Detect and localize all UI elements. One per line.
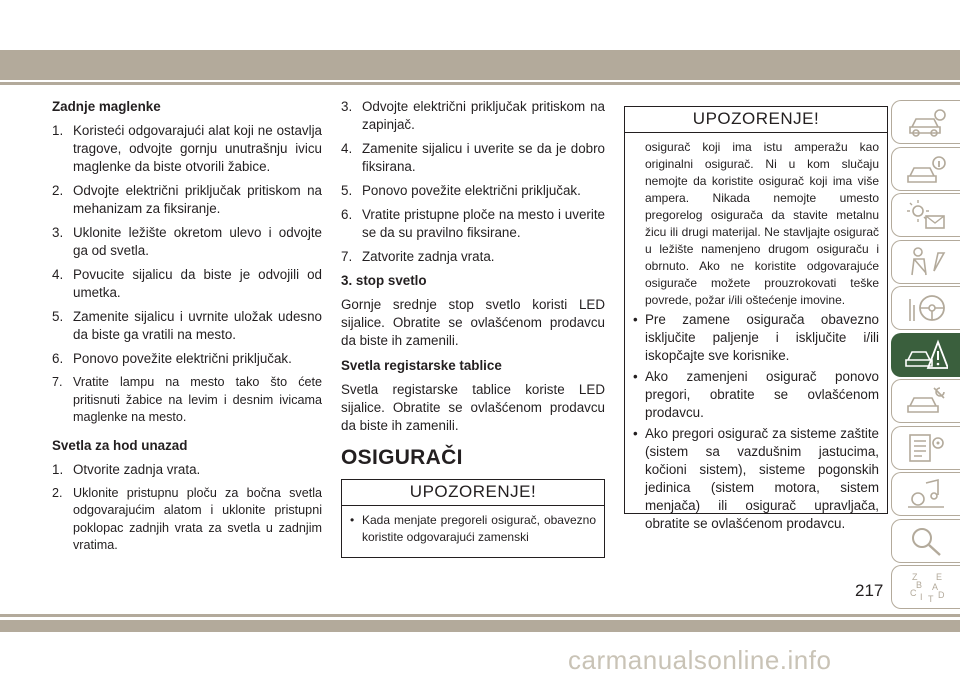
svg-text:D: D bbox=[938, 590, 945, 600]
music-nav-icon bbox=[904, 477, 948, 511]
footer-rule bbox=[0, 614, 960, 617]
svg-text:C: C bbox=[910, 588, 917, 598]
column-left bbox=[52, 98, 322, 561]
step-number: 5. bbox=[52, 309, 64, 324]
step-number: 6. bbox=[341, 207, 353, 222]
warning-box-fuses-cont bbox=[624, 106, 888, 531]
step-text: Otvorite zadnja vrata. bbox=[73, 461, 201, 477]
step-number: 7. bbox=[341, 249, 353, 264]
seatbelt-airbag-icon bbox=[904, 245, 948, 279]
step-text: Zatvorite zadnja vrata. bbox=[362, 249, 495, 264]
step-number: 1. bbox=[52, 461, 64, 477]
section-title-reverse-lights: Svetla za hod unazad bbox=[52, 437, 188, 453]
reverse-lights-steps bbox=[52, 461, 322, 555]
section-title-plate-lights: Svetla registarske tablice bbox=[341, 358, 502, 373]
step-text: Koristeći odgovarajući alat koji ne ostavlja tragove, odvojte gornju unutrašnju ivicu maglenke da biste otvorili žabice. bbox=[73, 123, 322, 174]
step-item bbox=[52, 224, 322, 260]
step-text: Odvojte električni priključak pritiskom na zapinjač. bbox=[362, 99, 605, 132]
rear-fog-steps bbox=[52, 122, 322, 427]
warning-title: UPOZORENJE! bbox=[625, 107, 887, 133]
chapter-tab-9[interactable] bbox=[891, 472, 960, 516]
chapter-title-fuses: OSIGURAČI bbox=[341, 446, 463, 469]
step-text: Povucite sijalicu da biste je odvojili od umetka. bbox=[73, 267, 322, 300]
step-text: Ponovo povežite električni priključak. bbox=[73, 351, 292, 366]
step-text: Odvojte električni priključak pritiskom na mehanizam za fiksiranje. bbox=[73, 183, 322, 216]
warning-continued-text: osigurač koji ima istu amperažu kao originalni osigurač. Ni u kom slučaju nemojte da koristite osigurač koji ima više ampera. Nikada nemojte umesto pregorelog osigurača da stavite metalnu žicu ili drugi materijal. Ne stavljajte osigurač u ležište namenjeno drugom osiguraču i obrnuto. Ako ne koristite odgovarajuće osigurače možete prouzrokovati teške povrede, požar i/ili oštećenje imovine. bbox=[645, 140, 879, 307]
step-text: Uklonite pristupnu ploču za bočna svetla odgovarajućim alatom i uklonite pristupni poklopac zadnjih vrata za svetla u zadnjim vratima. bbox=[73, 485, 322, 552]
page-number: 217 bbox=[855, 581, 884, 600]
step-item bbox=[52, 485, 322, 555]
chapter-tab-7[interactable] bbox=[891, 379, 960, 423]
step-text: Vratite pristupne ploče na mesto i uverite se da su pravilno fiksirane. bbox=[362, 207, 605, 240]
header-rule bbox=[0, 82, 960, 85]
step-number: 2. bbox=[52, 485, 63, 500]
warning-body bbox=[342, 506, 604, 557]
step-number: 4. bbox=[52, 267, 64, 282]
warning-item: • Pre zamene osigurača obavezno isključite paljenje i isključite i/ili iskopčajte sve korisnike. bbox=[633, 311, 879, 365]
step-item bbox=[52, 122, 322, 176]
svg-text:I: I bbox=[920, 592, 923, 602]
step-text: Ponovo povežite električni priključak. bbox=[362, 183, 581, 198]
step-text: Uklonite ležište okretom ulevo i odvojte ga od svetla. bbox=[73, 225, 322, 258]
steering-wheel-icon bbox=[904, 291, 948, 325]
chapter-tab-2[interactable] bbox=[891, 147, 960, 191]
svg-text:Z: Z bbox=[912, 572, 918, 582]
svg-text:E: E bbox=[936, 572, 943, 582]
step-item bbox=[52, 308, 322, 344]
warning-item: • Ako pregori osigurač za sisteme zaštite (sistem sa vazdušnim jastucima, kočioni sistem), sisteme pogonskih jedinica (sistem motora, sistem menjača) ili osigurač upravljača, obratite se ovlašćenom prodavcu. bbox=[633, 425, 879, 533]
column-right bbox=[624, 106, 888, 531]
chapter-tab-8[interactable] bbox=[891, 426, 960, 470]
step-item bbox=[341, 206, 605, 242]
third-stop-text: Gornje srednje stop svetlo koristi LED sijalice. Obratite se ovlašćenom prodavcu da biste ih zamenili. bbox=[341, 297, 605, 348]
step-number: 3. bbox=[341, 99, 353, 114]
step-number: 4. bbox=[341, 141, 353, 156]
chapter-tab-5[interactable] bbox=[891, 286, 960, 330]
chapter-tab-4[interactable] bbox=[891, 240, 960, 284]
step-number: 6. bbox=[52, 351, 64, 366]
car-warning-icon bbox=[904, 338, 948, 372]
section-title-rear-fog: Zadnje maglenke bbox=[52, 99, 161, 114]
svg-text:T: T bbox=[928, 594, 934, 604]
footer-band bbox=[0, 620, 960, 632]
svg-text:A: A bbox=[932, 582, 939, 592]
step-item bbox=[52, 182, 322, 218]
step-item bbox=[341, 98, 605, 134]
warning-items bbox=[633, 311, 879, 533]
step-item bbox=[52, 374, 322, 427]
section-title-third-stop: 3. stop svetlo bbox=[341, 273, 427, 288]
step-number: 7. bbox=[52, 375, 63, 389]
car-wrench-icon bbox=[904, 384, 948, 418]
car-info-i-icon bbox=[904, 152, 948, 186]
car-info-icon bbox=[904, 105, 948, 139]
step-item bbox=[52, 350, 322, 368]
chapter-tab-11[interactable] bbox=[891, 565, 960, 609]
lights-message-icon bbox=[904, 198, 948, 232]
chapter-tabs bbox=[891, 100, 960, 612]
step-number: 3. bbox=[52, 225, 64, 240]
step-item bbox=[341, 248, 605, 266]
step-text: Zamenite sijalicu i uverite se da je dobro fiksirana. bbox=[362, 141, 605, 174]
alphabet-index-icon bbox=[904, 570, 948, 604]
warning-item: • Ako zamenjeni osigurač ponovo pregori, obratite se ovlašćenom prodavcu. bbox=[633, 368, 879, 422]
warning-item: • Kada menjate pregoreli osigurač, obavezno koristite odgovarajući zamenski bbox=[350, 512, 596, 546]
reverse-lights-steps-cont bbox=[341, 98, 605, 266]
chapter-tab-10[interactable] bbox=[891, 519, 960, 563]
step-text: Vratite lampu na mesto tako što ćete pritisnuti žabice na levim i desnim ivicama maglenke na mesto. bbox=[73, 375, 322, 424]
step-item bbox=[52, 461, 322, 479]
chapter-tab-3[interactable] bbox=[891, 193, 960, 237]
step-item bbox=[341, 140, 605, 176]
svg-text:B: B bbox=[916, 580, 923, 590]
watermark: carmanualsonline.info bbox=[568, 645, 832, 675]
warning-body bbox=[625, 133, 887, 544]
warning-box-fuses bbox=[341, 479, 605, 558]
header-band bbox=[0, 50, 960, 80]
step-item bbox=[341, 182, 605, 200]
search-magnifier-icon bbox=[904, 524, 948, 558]
plate-lights-text: Svetla registarske tablice koriste LED sijalice. Obratite se ovlašćenom prodavcu da biste ih zamenili. bbox=[341, 382, 605, 433]
step-number: 2. bbox=[52, 183, 64, 198]
settings-list-icon bbox=[904, 431, 948, 465]
warning-title: UPOZORENJE! bbox=[342, 480, 604, 506]
step-text: Zamenite sijalicu i uvrnite uložak udesno da biste ga vratili na mesto. bbox=[73, 309, 322, 342]
step-number: 5. bbox=[341, 183, 353, 198]
chapter-tab-1[interactable] bbox=[891, 100, 960, 144]
column-middle bbox=[341, 98, 605, 558]
chapter-tab-6[interactable] bbox=[891, 333, 960, 377]
step-item bbox=[52, 266, 322, 302]
step-number: 1. bbox=[52, 123, 64, 138]
